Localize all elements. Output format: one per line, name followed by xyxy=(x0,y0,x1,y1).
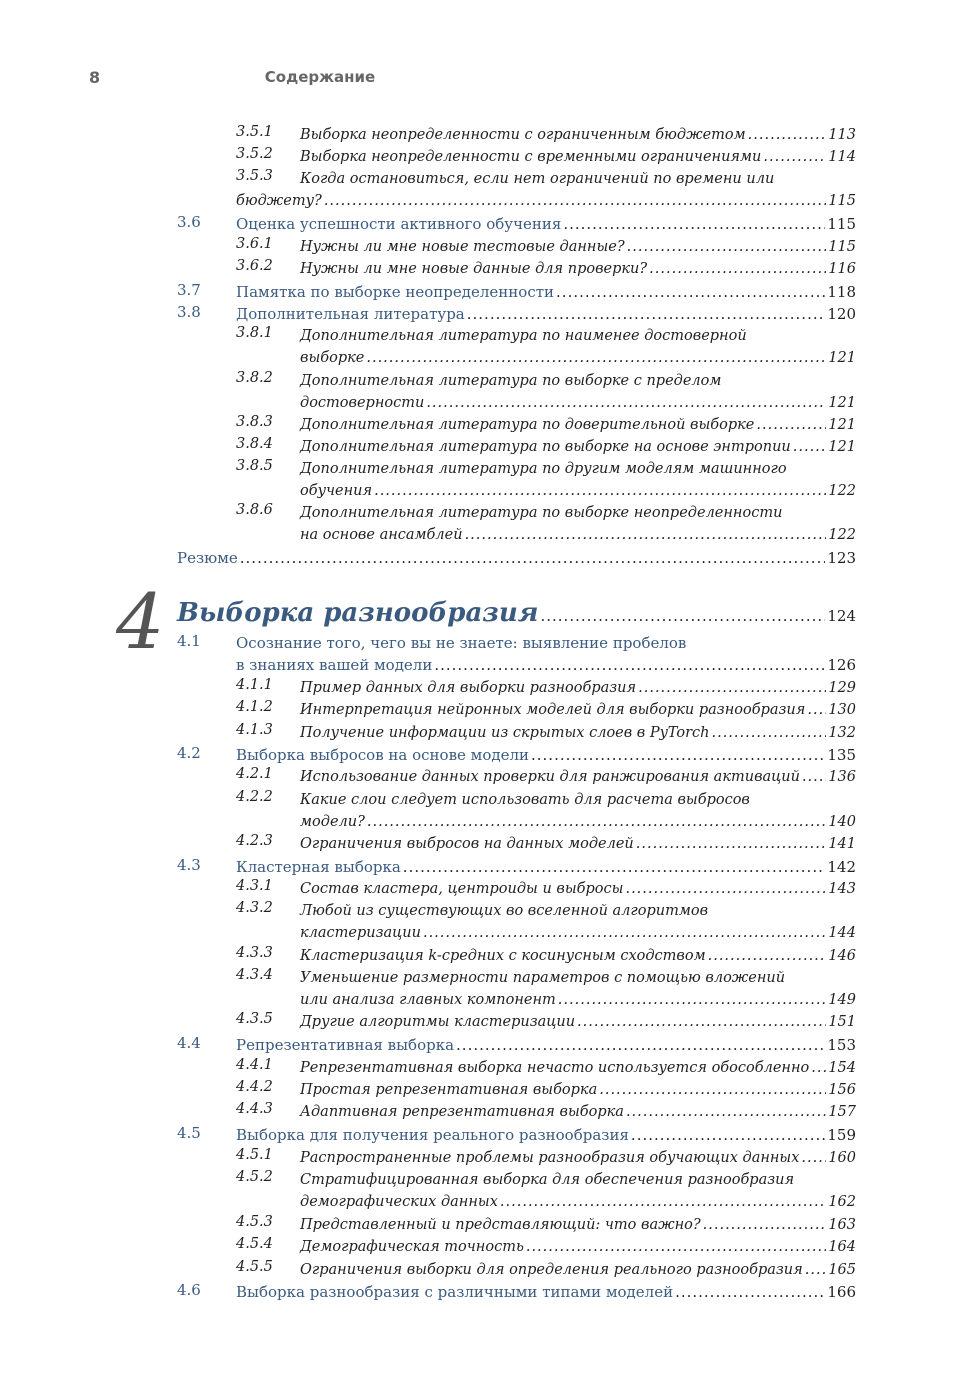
entry-number: 3.5.3 xyxy=(236,168,273,184)
entry-page-number: 141 xyxy=(828,836,856,852)
entry-number: 3.5.2 xyxy=(236,146,273,162)
entry-page-number: 149 xyxy=(828,992,856,1008)
entry-page-number: 114 xyxy=(828,149,856,165)
entry-title: Выборка разнообразия xyxy=(177,598,539,628)
entry-title: Дополнительная литература по другим моделям машинного xyxy=(300,461,787,477)
running-head: Содержание xyxy=(264,68,376,86)
dot-leader xyxy=(367,811,826,833)
entry-title: Выборка для получения реального разнообразия xyxy=(236,1126,629,1144)
entry-page-number: 151 xyxy=(828,1014,856,1030)
entry-title: Стратифицированная выборка для обеспечения разнообразия xyxy=(300,1172,795,1188)
entry-title: Дополнительная литература по выборке с пределом xyxy=(300,373,722,389)
entry-page-number: 130 xyxy=(828,702,856,718)
entry-page-number: 123 xyxy=(827,549,856,567)
entry-number: 4.1.3 xyxy=(236,722,273,738)
entry-page-number: 142 xyxy=(827,858,856,876)
dot-leader xyxy=(793,436,827,458)
entry-title: Ограничения выбросов на данных моделей xyxy=(300,836,634,852)
entry-number: 4.5.1 xyxy=(236,1147,273,1163)
entry-number: 3.8.6 xyxy=(236,502,273,518)
entry-title: Дополнительная литература по выборке на основе энтропии xyxy=(300,439,791,455)
entry-number: 4.2 xyxy=(177,744,201,762)
entry-title: Выборка выбросов на основе модели xyxy=(236,746,529,764)
entry-number: 4.1.2 xyxy=(236,699,273,715)
dot-leader xyxy=(540,601,825,631)
entry-number: 3.7 xyxy=(177,281,201,299)
entry-title: Интерпретация нейронных моделей для выборки разнообразия xyxy=(300,702,806,718)
entry-page-number: 126 xyxy=(827,656,856,674)
dot-leader xyxy=(456,1034,825,1056)
entry-page-number: 115 xyxy=(827,215,856,233)
entry-number: 4.5.2 xyxy=(236,1169,273,1185)
dot-leader xyxy=(240,547,826,569)
entry-title: Дополнительная литература по выборке неопределенности xyxy=(300,505,783,521)
entry-title: бюджету? xyxy=(236,193,322,209)
entry-page-number: 164 xyxy=(828,1239,856,1255)
entry-title: Демографическая точность xyxy=(300,1239,524,1255)
entry-title: выборке xyxy=(300,350,365,366)
entry-page-number: 140 xyxy=(828,814,856,830)
dot-leader xyxy=(374,480,826,502)
entry-number: 3.5.1 xyxy=(236,124,273,140)
entry-page-number: 166 xyxy=(827,1283,856,1301)
entry-number: 4.2.1 xyxy=(236,766,273,782)
dot-leader xyxy=(801,1147,826,1169)
entry-number: 4.6 xyxy=(177,1281,201,1299)
entry-title: достоверности xyxy=(300,395,425,411)
entry-page-number: 153 xyxy=(827,1036,856,1054)
dot-leader xyxy=(625,878,826,900)
dot-leader xyxy=(558,989,827,1011)
entry-title: демографических данных xyxy=(300,1194,498,1210)
entry-title: Дополнительная литература по наименее достоверной xyxy=(300,328,747,344)
entry-number: 4.2.3 xyxy=(236,833,273,849)
dot-leader xyxy=(465,524,827,546)
entry-number: 4.3.4 xyxy=(236,967,273,983)
entry-number: 4.5 xyxy=(177,1124,201,1142)
dot-leader xyxy=(556,281,825,303)
entry-page-number: 121 xyxy=(828,439,856,455)
dot-leader xyxy=(526,1236,826,1258)
entry-page-number: 122 xyxy=(828,527,856,543)
dot-leader xyxy=(649,258,826,280)
dot-leader xyxy=(748,124,827,146)
entry-number: 3.8.2 xyxy=(236,370,273,386)
entry-number: 3.6.2 xyxy=(236,258,273,274)
entry-page-number: 122 xyxy=(828,483,856,499)
entry-title: Использование данных проверки для ранжирования активаций xyxy=(300,769,800,785)
entry-number: 4.3.3 xyxy=(236,945,273,961)
entry-page-number: 132 xyxy=(828,725,856,741)
entry-page-number: 120 xyxy=(827,305,856,323)
entry-number: 3.8.1 xyxy=(236,325,273,341)
entry-page-number: 165 xyxy=(828,1262,856,1278)
entry-title: Нужны ли мне новые данные для проверки? xyxy=(300,261,648,277)
entry-number: 4.3.1 xyxy=(236,878,273,894)
dot-leader xyxy=(423,922,826,944)
entry-page-number: 154 xyxy=(828,1060,856,1076)
entry-title: Выборка разнообразия с различными типами моделей xyxy=(236,1283,674,1301)
entry-title: модели? xyxy=(300,814,365,830)
dot-leader xyxy=(403,856,826,878)
entry-number: 4.4 xyxy=(177,1034,201,1052)
dot-leader xyxy=(807,699,826,721)
dot-leader xyxy=(366,347,826,369)
dot-leader xyxy=(500,1191,826,1213)
entry-page-number: 162 xyxy=(828,1194,856,1210)
dot-leader xyxy=(324,190,827,212)
entry-title: Какие слои следует использовать для расчета выбросов xyxy=(300,792,750,808)
dot-leader xyxy=(763,146,826,168)
dot-leader xyxy=(636,833,827,855)
entry-page-number: 136 xyxy=(828,769,856,785)
entry-page-number: 124 xyxy=(827,607,856,625)
entry-number: 4.1.1 xyxy=(236,677,273,693)
entry-page-number: 129 xyxy=(828,680,856,696)
entry-title: Выборка неопределенности с ограниченным бюджетом xyxy=(300,127,746,143)
entry-page-number: 113 xyxy=(828,127,856,143)
entry-title: Простая репрезентативная выборка xyxy=(300,1082,598,1098)
entry-title: Резюме xyxy=(177,549,238,567)
dot-leader xyxy=(563,213,825,235)
entry-page-number: 160 xyxy=(828,1150,856,1166)
dot-leader xyxy=(577,1011,826,1033)
dot-leader xyxy=(531,744,825,766)
entry-title: Оценка успешности активного обучения xyxy=(236,215,562,233)
entry-title: Дополнительная литература по доверительной выборке xyxy=(300,417,755,433)
chapter-number: 4 xyxy=(116,577,165,666)
entry-number: 4.4.1 xyxy=(236,1057,273,1073)
entry-title: Представленный и представляющий: что важно? xyxy=(300,1217,701,1233)
dot-leader xyxy=(802,766,826,788)
entry-page-number: 115 xyxy=(828,193,856,209)
entry-title: в знаниях вашей модели xyxy=(236,656,433,674)
entry-title: Другие алгоритмы кластеризации xyxy=(300,1014,576,1030)
entry-number: 4.5.3 xyxy=(236,1214,273,1230)
entry-title: Кластеризация k-средних с косинусным сходством xyxy=(300,948,706,964)
entry-number: 3.8.5 xyxy=(236,458,273,474)
entry-title: Нужны ли мне новые тестовые данные? xyxy=(300,239,625,255)
entry-number: 3.6.1 xyxy=(236,236,273,252)
entry-number: 4.4.3 xyxy=(236,1101,273,1117)
dot-leader xyxy=(434,654,825,676)
entry-title: Пример данных для выборки разнообразия xyxy=(300,680,637,696)
dot-leader xyxy=(638,677,826,699)
entry-page-number: 116 xyxy=(828,261,856,277)
entry-title: Репрезентативная выборка нечасто используется обособленно xyxy=(300,1060,810,1076)
entry-number: 4.2.2 xyxy=(236,789,273,805)
entry-title: Уменьшение размерности параметров с помощью вложений xyxy=(300,970,786,986)
dot-leader xyxy=(708,945,827,967)
entry-page-number: 115 xyxy=(828,239,856,255)
dot-leader xyxy=(703,1214,827,1236)
entry-number: 3.6 xyxy=(177,213,201,231)
entry-page-number: 121 xyxy=(828,417,856,433)
entry-page-number: 146 xyxy=(828,948,856,964)
entry-number: 4.4.2 xyxy=(236,1079,273,1095)
page-number: 8 xyxy=(89,68,101,87)
entry-number: 3.8 xyxy=(177,303,201,321)
dot-leader xyxy=(711,722,826,744)
entry-number: 4.1 xyxy=(177,632,201,650)
entry-title: Состав кластера, центроиды и выбросы xyxy=(300,881,624,897)
dot-leader xyxy=(675,1281,825,1303)
entry-page-number: 144 xyxy=(828,925,856,941)
entry-number: 4.3.5 xyxy=(236,1011,273,1027)
entry-title: кластеризации xyxy=(300,925,421,941)
entry-page-number: 156 xyxy=(828,1082,856,1098)
dot-leader xyxy=(467,303,826,325)
entry-title: Кластерная выборка xyxy=(236,858,401,876)
entry-number: 4.5.5 xyxy=(236,1259,273,1275)
entry-number: 3.8.4 xyxy=(236,436,273,452)
dot-leader xyxy=(626,1101,826,1123)
dot-leader xyxy=(627,236,827,258)
entry-page-number: 163 xyxy=(828,1217,856,1233)
entry-title: Адаптивная репрезентативная выборка xyxy=(300,1104,624,1120)
dot-leader xyxy=(426,392,826,414)
entry-title: Распространенные проблемы разнообразия обучающих данных xyxy=(300,1150,800,1166)
dot-leader xyxy=(805,1259,827,1281)
dot-leader xyxy=(599,1079,826,1101)
entry-title: Памятка по выборке неопределенности xyxy=(236,283,555,301)
entry-page-number: 135 xyxy=(827,746,856,764)
entry-title: или анализа главных компонент xyxy=(300,992,556,1008)
entry-page-number: 143 xyxy=(828,881,856,897)
entry-title: Получение информации из скрытых слоев в PyTorch xyxy=(300,725,710,741)
entry-page-number: 157 xyxy=(828,1104,856,1120)
dot-leader xyxy=(631,1124,825,1146)
entry-page-number: 118 xyxy=(827,283,856,301)
entry-title: Осознание того, чего вы не знаете: выявление пробелов xyxy=(236,634,687,652)
entry-title: обучения xyxy=(300,483,373,499)
entry-number: 3.8.3 xyxy=(236,414,273,430)
entry-page-number: 121 xyxy=(828,395,856,411)
entry-title: на основе ансамблей xyxy=(300,527,463,543)
entry-title: Ограничения выборки для определения реального разнообразия xyxy=(300,1262,803,1278)
entry-number: 4.3 xyxy=(177,856,201,874)
entry-title: Выборка неопределенности с временными ограничениями xyxy=(300,149,762,165)
entry-page-number: 121 xyxy=(828,350,856,366)
entry-page-number: 159 xyxy=(827,1126,856,1144)
entry-title: Любой из существующих во вселенной алгоритмов xyxy=(300,903,709,919)
dot-leader xyxy=(811,1057,826,1079)
entry-title: Репрезентативная выборка xyxy=(236,1036,455,1054)
entry-title: Дополнительная литература xyxy=(236,305,465,323)
entry-title: Когда остановиться, если нет ограничений по времени или xyxy=(300,171,775,187)
dot-leader xyxy=(756,414,826,436)
entry-number: 4.5.4 xyxy=(236,1236,273,1252)
entry-number: 4.3.2 xyxy=(236,900,273,916)
